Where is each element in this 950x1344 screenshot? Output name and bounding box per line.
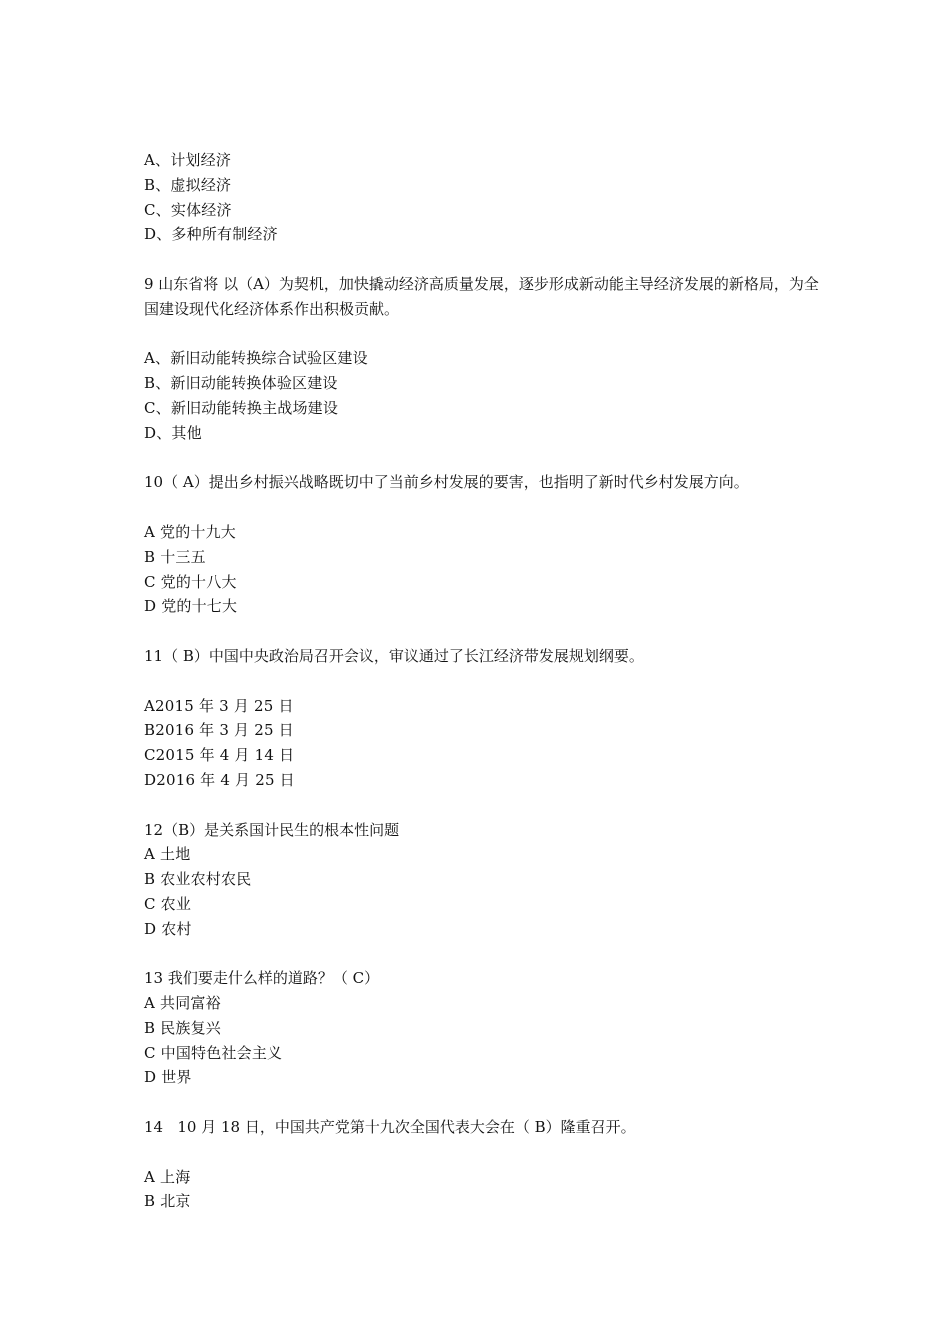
spacer bbox=[144, 793, 824, 818]
option-a: A 共同富裕 bbox=[144, 994, 221, 1013]
option-b: B 十三五 bbox=[144, 547, 206, 566]
question-9 bbox=[144, 272, 824, 446]
option-b: B、新旧动能转换体验区建设 bbox=[144, 374, 338, 393]
option-a: A2015 年 3 月 25 日 bbox=[144, 696, 294, 715]
question-text: 14 10 月 18 日，中国共产党第十九次全国代表大会在（ B）隆重召开。 bbox=[144, 1118, 636, 1137]
option-d: D2016 年 4 月 25 日 bbox=[144, 770, 295, 789]
option-b: B 民族复兴 bbox=[144, 1018, 221, 1037]
spacer bbox=[144, 619, 824, 644]
spacer bbox=[144, 1140, 824, 1165]
spacer bbox=[144, 669, 824, 694]
question-8-options bbox=[144, 148, 824, 247]
question-10 bbox=[144, 470, 824, 619]
question-13 bbox=[144, 966, 824, 1090]
option-c: C 党的十八大 bbox=[144, 572, 237, 591]
question-text: 10（ A）提出乡村振兴战略既切中了当前乡村发展的要害，也指明了新时代乡村发展方向。 bbox=[144, 473, 749, 492]
option-d: D 农村 bbox=[144, 919, 192, 938]
option-a: A 土地 bbox=[144, 845, 191, 864]
question-12 bbox=[144, 818, 824, 942]
option-c: C、实体经济 bbox=[144, 200, 232, 219]
question-text: 13 我们要走什么样的道路？（ C） bbox=[144, 969, 380, 988]
spacer bbox=[144, 1090, 824, 1115]
question-text: 11（ B）中国中央政治局召开会议，审议通过了长江经济带发展规划纲要。 bbox=[144, 646, 644, 665]
question-14 bbox=[144, 1115, 824, 1214]
option-b: B 农业农村农民 bbox=[144, 870, 252, 889]
option-c: C 中国特色社会主义 bbox=[144, 1043, 283, 1062]
option-c: C 农业 bbox=[144, 894, 192, 913]
option-a: A 上海 bbox=[144, 1167, 191, 1186]
option-a: A、计划经济 bbox=[144, 151, 232, 169]
spacer bbox=[144, 446, 824, 471]
spacer bbox=[144, 495, 824, 520]
option-d: D 世界 bbox=[144, 1068, 192, 1087]
option-a: A 党的十九大 bbox=[144, 522, 237, 541]
option-b: B 北京 bbox=[144, 1192, 191, 1211]
option-c: C2015 年 4 月 14 日 bbox=[144, 746, 295, 765]
question-text: 9 山东省将 以（A）为契机，加快撬动经济高质量发展，逐步形成新动能主导经济发展的新格局，为全国建设现代化经济体系作出积极贡献。 bbox=[144, 274, 819, 318]
question-11 bbox=[144, 644, 824, 793]
spacer bbox=[144, 322, 824, 347]
option-d: D 党的十七大 bbox=[144, 597, 238, 616]
option-b: B2016 年 3 月 25 日 bbox=[144, 721, 294, 740]
option-d: D、多种所有制经济 bbox=[144, 225, 278, 244]
option-c: C、新旧动能转换主战场建设 bbox=[144, 398, 339, 417]
option-a: A、新旧动能转换综合试验区建设 bbox=[144, 349, 368, 368]
option-d: D、其他 bbox=[144, 423, 202, 442]
document-page bbox=[144, 148, 824, 1214]
spacer bbox=[144, 247, 824, 272]
spacer bbox=[144, 942, 824, 967]
option-b: B、虚拟经济 bbox=[144, 175, 232, 194]
question-text: 12（B）是关系国计民生的根本性问题 bbox=[144, 820, 400, 839]
